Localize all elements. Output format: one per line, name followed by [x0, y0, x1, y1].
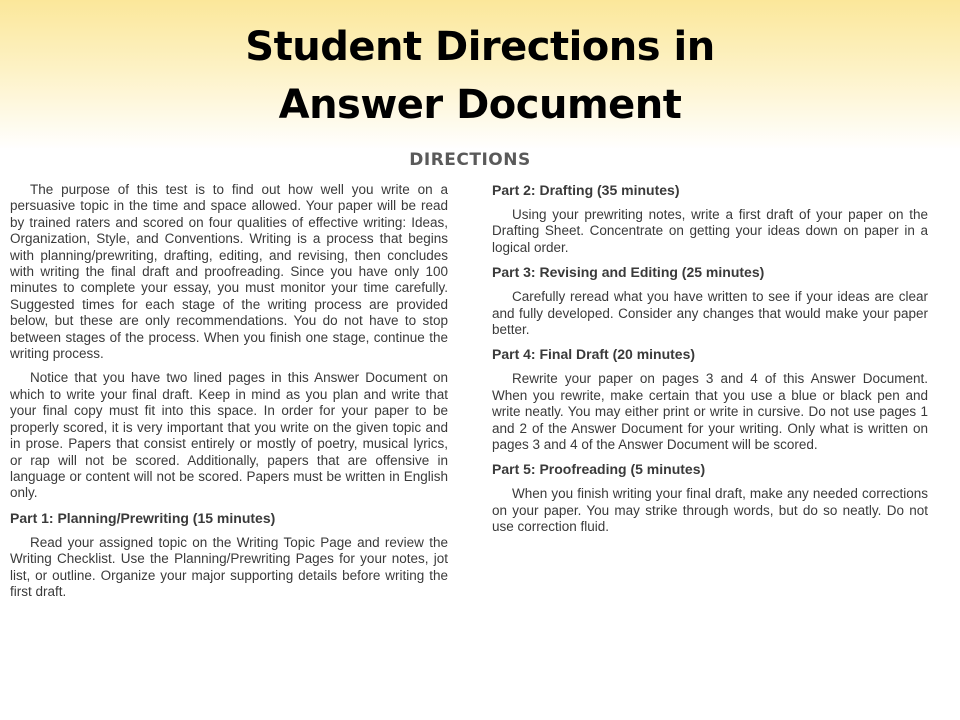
part-1-title: Part 1: Planning/Prewriting (15 minutes): [10, 509, 276, 526]
slide-title-line-1: Student Directions in: [245, 24, 715, 70]
part-5-text: When you finish writing your final draft, make any needed corrections on your paper. You may strike through words, but do so neatly. Do not use correction fluid.: [492, 486, 928, 535]
directions-heading: DIRECTIONS: [409, 150, 531, 170]
part-4-title: Part 4: Final Draft (20 minutes): [492, 346, 696, 363]
part-1-text: Read your assigned topic on the Writing Topic Page and review the Writing Checklist. Use the Planning/Prewriting Pages for your notes, jot list, or outline. Organize your major supporting details before writing the first draft.: [10, 534, 448, 599]
part-2-text: Using your prewriting notes, write a first draft of your paper on the Drafting Sheet. Concentrate on getting your ideas down on paper in a logical order.: [492, 207, 928, 255]
part-3-title: Part 3: Revising and Editing (25 minutes): [492, 264, 765, 281]
intro-paragraph-2: Notice that you have two lined pages in this Answer Document on which to write your final draft. Keep in mind as you plan and write that your final copy must fit into this space. In order for your paper to be properly scored, it is very important that you write on the given topic and in prose. Papers that consist entirely or mostly of poetry, musical lyrics, or rap will not be scored. Additionally, papers that are offensive in language or content will not be scored. Papers must be written in English only.: [10, 370, 448, 501]
directions-document: [0, 148, 960, 720]
part-2-title: Part 2: Drafting (35 minutes): [492, 182, 680, 198]
left-column: [10, 182, 448, 600]
right-column: [492, 182, 928, 536]
part-4-text: Rewrite your paper on pages 3 and 4 of this Answer Document. When you rewrite, make certain that you use a blue or black pen and write neatly. You may either print or write in cursive. Do not use pages 1 and 2 of the Answer Document for your writing. Only what is written on pages 3 and 4 of the Answer Document will be scored.: [492, 371, 928, 453]
part-3-text: Carefully reread what you have written to see if your ideas are clear and fully developed. Consider any changes that would make your paper better.: [492, 289, 928, 338]
intro-paragraph-1: The purpose of this test is to find out how well you write on a persuasive topic in the time and space allowed. Your paper will be read by trained raters and scored on four qualities of effective writing: Ideas, Organization, Style, and Conventions. Writing is a process that begins with planning/prewriting, drafting, editing, and revising, then concludes with writing the final draft and proofreading. Since you have only 100 minutes to complete your essay, you must monitor your time carefully. Suggested times for each stage of the writing process are provided below, but these are only recommendations. You do not have to stop between stages of the process. When you finish one stage, continue the writing process.: [10, 182, 448, 362]
slide-title: [0, 18, 960, 134]
slide-title-line-2: Answer Document: [278, 82, 682, 128]
part-5-title: Part 5: Proofreading (5 minutes): [492, 461, 706, 478]
